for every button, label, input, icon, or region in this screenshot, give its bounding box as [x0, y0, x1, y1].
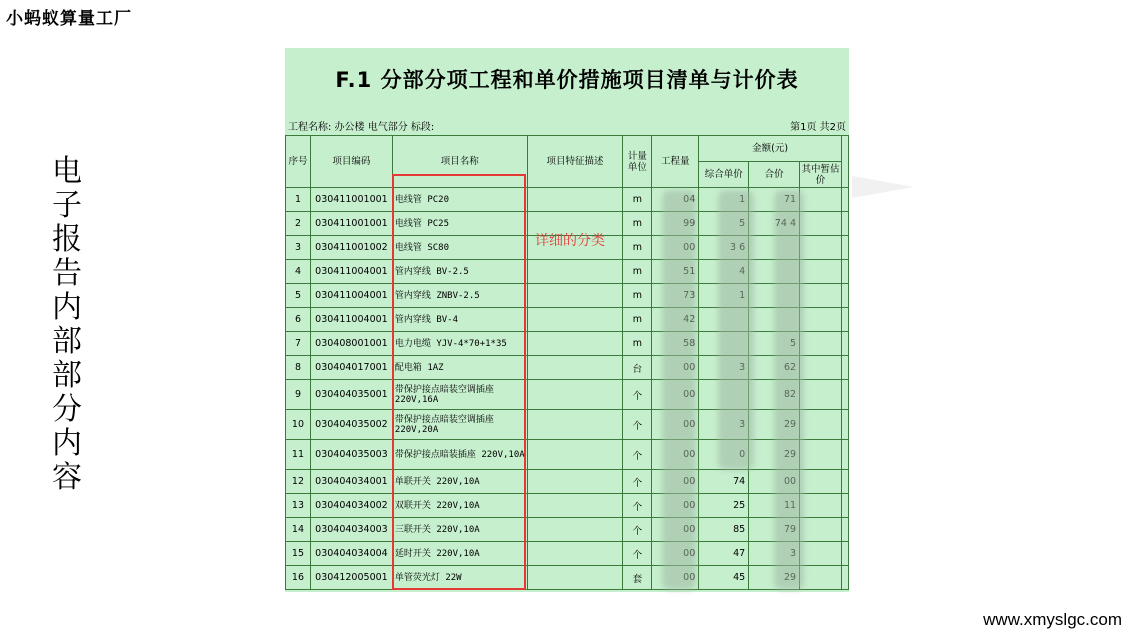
row-desc	[527, 566, 623, 590]
row-blank	[841, 284, 848, 308]
row-blank	[841, 236, 848, 260]
row-provisional	[800, 332, 842, 356]
row-seq: 9	[286, 380, 311, 410]
row-seq: 8	[286, 356, 311, 380]
row-unit: m	[623, 260, 652, 284]
redaction-total	[774, 190, 804, 590]
row-provisional	[800, 494, 842, 518]
row-desc	[527, 260, 623, 284]
row-desc	[527, 380, 623, 410]
row-provisional	[800, 284, 842, 308]
row-unit-price: 47	[699, 542, 749, 566]
row-name: 配电箱 1AZ	[392, 356, 527, 380]
row-unit: 个	[623, 542, 652, 566]
row-code: 030404035002	[310, 410, 392, 440]
row-seq: 4	[286, 260, 311, 284]
side-title-char: 子	[52, 188, 82, 223]
row-provisional	[800, 566, 842, 590]
row-unit-price: 74	[699, 470, 749, 494]
row-blank	[841, 470, 848, 494]
row-code: 030404017001	[310, 356, 392, 380]
redaction-price	[718, 190, 754, 470]
table-row	[286, 410, 849, 440]
side-title-char: 容	[52, 460, 82, 495]
row-provisional	[800, 470, 842, 494]
row-desc	[527, 470, 623, 494]
table-row	[286, 284, 849, 308]
row-unit: 个	[623, 380, 652, 410]
side-title-char: 部	[52, 324, 82, 359]
row-name: 管内穿线 BV-2.5	[392, 260, 527, 284]
row-provisional	[800, 308, 842, 332]
bill-sheet	[285, 48, 849, 592]
table-row	[286, 542, 849, 566]
row-provisional	[800, 542, 842, 566]
row-seq: 15	[286, 542, 311, 566]
side-title-char: 报	[52, 222, 82, 257]
row-provisional	[800, 356, 842, 380]
row-blank	[841, 566, 848, 590]
row-desc	[527, 356, 623, 380]
row-code: 030404034003	[310, 518, 392, 542]
row-name: 电线管 PC25	[392, 212, 527, 236]
row-name: 双联开关 220V,10A	[392, 494, 527, 518]
row-provisional	[800, 260, 842, 284]
row-seq: 3	[286, 236, 311, 260]
row-unit-price: 25	[699, 494, 749, 518]
side-title-char: 电	[52, 154, 82, 189]
row-seq: 14	[286, 518, 311, 542]
header-amount: 金额(元)	[699, 136, 842, 162]
row-name: 带保护接点暗装空调插座 220V,20A	[392, 410, 527, 440]
decorative-arrow	[852, 176, 914, 198]
row-code: 030411004001	[310, 260, 392, 284]
row-provisional	[800, 410, 842, 440]
row-name: 管内穿线 ZNBV-2.5	[392, 284, 527, 308]
table-row	[286, 260, 849, 284]
row-provisional	[800, 212, 842, 236]
row-desc	[527, 188, 623, 212]
row-desc	[527, 284, 623, 308]
header-name: 项目名称	[392, 136, 527, 188]
side-title-char: 告	[52, 256, 82, 291]
row-unit: m	[623, 236, 652, 260]
row-provisional	[800, 518, 842, 542]
row-unit: 个	[623, 470, 652, 494]
row-provisional	[800, 440, 842, 470]
side-title-char: 内	[52, 426, 82, 461]
row-unit: 套	[623, 566, 652, 590]
row-unit: m	[623, 284, 652, 308]
row-code: 030411004001	[310, 308, 392, 332]
row-name: 电力电缆 YJV-4*70+1*35	[392, 332, 527, 356]
row-seq: 2	[286, 212, 311, 236]
header-code: 项目编码	[310, 136, 392, 188]
row-desc	[527, 308, 623, 332]
table-row	[286, 440, 849, 470]
row-seq: 5	[286, 284, 311, 308]
table-row	[286, 188, 849, 212]
row-name: 带保护接点暗装空调插座 220V,16A	[392, 380, 527, 410]
row-unit: 台	[623, 356, 652, 380]
row-desc	[527, 494, 623, 518]
redaction-qty	[662, 190, 696, 590]
row-unit: 个	[623, 518, 652, 542]
row-blank	[841, 440, 848, 470]
row-seq: 12	[286, 470, 311, 494]
page-label: 第1页 共2页	[790, 122, 846, 133]
row-blank	[841, 518, 848, 542]
row-desc	[527, 440, 623, 470]
row-name: 三联开关 220V,10A	[392, 518, 527, 542]
row-seq: 13	[286, 494, 311, 518]
sheet-title: F.1 分部分项工程和单价措施项目清单与计价表	[335, 68, 799, 92]
row-unit: m	[623, 188, 652, 212]
row-code: 030411001001	[310, 212, 392, 236]
header-blank	[841, 136, 848, 188]
row-desc	[527, 542, 623, 566]
row-unit-price: 85	[699, 518, 749, 542]
row-name: 单联开关 220V,10A	[392, 470, 527, 494]
row-desc	[527, 332, 623, 356]
row-unit: m	[623, 332, 652, 356]
annotation-label: 详细的分类	[535, 233, 605, 249]
table-row	[286, 308, 849, 332]
row-seq: 16	[286, 566, 311, 590]
row-name: 电线管 PC20	[392, 188, 527, 212]
header-unit-price: 综合单价	[699, 162, 749, 188]
row-name: 延时开关 220V,10A	[392, 542, 527, 566]
side-title-char: 内	[52, 290, 82, 325]
row-seq: 1	[286, 188, 311, 212]
header-provisional: 其中暂估价	[801, 163, 840, 186]
row-seq: 10	[286, 410, 311, 440]
row-unit: 个	[623, 440, 652, 470]
row-seq: 7	[286, 332, 311, 356]
row-seq: 11	[286, 440, 311, 470]
row-blank	[841, 542, 848, 566]
row-code: 030404034001	[310, 470, 392, 494]
row-blank	[841, 494, 848, 518]
row-unit: 个	[623, 410, 652, 440]
row-code: 030404034002	[310, 494, 392, 518]
row-code: 030404034004	[310, 542, 392, 566]
row-blank	[841, 332, 848, 356]
highlight-box	[392, 174, 526, 590]
row-code: 030408001001	[310, 332, 392, 356]
row-unit: m	[623, 308, 652, 332]
table-row	[286, 518, 849, 542]
row-desc	[527, 410, 623, 440]
table-row	[286, 566, 849, 590]
row-name: 单管荧光灯 22W	[392, 566, 527, 590]
side-title-char: 分	[52, 392, 82, 427]
row-blank	[841, 356, 848, 380]
row-name: 电线管 SC80	[392, 236, 527, 260]
row-seq: 6	[286, 308, 311, 332]
side-title	[50, 155, 84, 495]
project-name-label: 工程名称: 办公楼 电气部分 标段:	[288, 122, 435, 133]
row-code: 030404035001	[310, 380, 392, 410]
row-provisional	[800, 188, 842, 212]
row-code: 030412005001	[310, 566, 392, 590]
row-name: 带保护接点暗装插座 220V,10A	[392, 440, 527, 470]
row-blank	[841, 260, 848, 284]
row-provisional	[800, 236, 842, 260]
header-unit: 计量单位	[623, 136, 652, 188]
row-code: 030411004001	[310, 284, 392, 308]
row-blank	[841, 308, 848, 332]
header-qty: 工程量	[652, 136, 699, 188]
row-code: 030411001002	[310, 236, 392, 260]
row-unit: 个	[623, 494, 652, 518]
table-row	[286, 470, 849, 494]
side-title-char: 部	[52, 358, 82, 393]
row-unit: m	[623, 212, 652, 236]
row-unit-price: 45	[699, 566, 749, 590]
bill-table	[285, 135, 849, 590]
row-code: 030411001001	[310, 188, 392, 212]
table-row	[286, 494, 849, 518]
header-desc: 项目特征描述	[527, 136, 623, 188]
header-seq: 序号	[286, 136, 311, 188]
table-row	[286, 332, 849, 356]
row-blank	[841, 380, 848, 410]
row-blank	[841, 188, 848, 212]
table-row	[286, 380, 849, 410]
table-row	[286, 356, 849, 380]
row-desc	[527, 518, 623, 542]
row-blank	[841, 212, 848, 236]
row-blank	[841, 410, 848, 440]
row-name: 管内穿线 BV-4	[392, 308, 527, 332]
row-code: 030404035003	[310, 440, 392, 470]
website-url: www.xmyslgc.com	[983, 610, 1122, 629]
brand-logo-text: 小蚂蚁算量工厂	[6, 9, 132, 29]
header-total: 合价	[749, 162, 800, 188]
row-provisional	[800, 380, 842, 410]
